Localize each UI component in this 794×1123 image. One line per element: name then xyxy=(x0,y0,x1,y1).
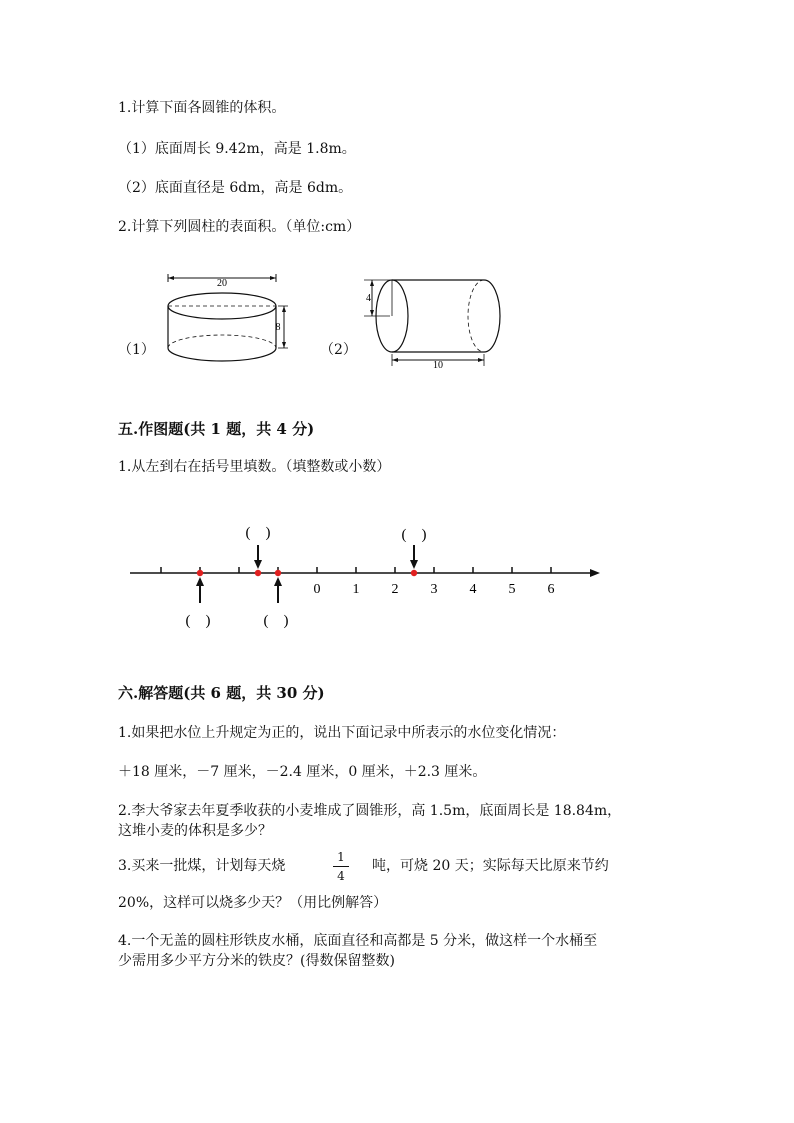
question-cone-2: （2）底面直径是 6dm，高是 6dm。 xyxy=(118,180,353,196)
tick-label-2: 2 xyxy=(391,582,399,597)
question-coal-line2: 20%，这样可以烧多少天？（用比例解答） xyxy=(118,895,388,911)
point-b xyxy=(255,570,261,576)
question-wheat-line2: 这堆小麦的体积是多少？ xyxy=(118,823,272,839)
blank-below-a: ( ) xyxy=(185,613,211,629)
arrow-up-c xyxy=(274,577,282,586)
question-bucket-line2: 少需用多少平方分米的铁皮？(得数保留整数) xyxy=(118,953,395,969)
question-coal-part2: 吨，可烧 20 天；实际每天比原来节约 xyxy=(372,858,609,874)
section-5-heading: 五.作图题(共 1 题，共 4 分) xyxy=(118,420,315,438)
figure-1-label: （1） xyxy=(118,342,155,358)
figure-1-height: 8 xyxy=(275,322,281,333)
question-bucket-line1: 4.一个无盖的圆柱形铁皮水桶，底面直径和高都是 5 分米，做这样一个水桶至 xyxy=(118,933,598,949)
figure-2-label: （2） xyxy=(320,342,357,358)
tick-label-0: 0 xyxy=(313,582,321,597)
cylinder-figure-2 xyxy=(360,270,510,370)
blank-above-b: ( ) xyxy=(245,525,271,541)
question-coal-part1: 3.买来一批煤，计划每天烧 xyxy=(118,858,286,874)
question-cylinder-area: 2.计算下列圆柱的表面积。（单位:cm） xyxy=(118,219,361,235)
fraction-denominator: 4 xyxy=(337,869,345,883)
arrow-down-b xyxy=(254,560,262,569)
cylinder-figure-1 xyxy=(160,270,300,370)
tick-label-3: 3 xyxy=(430,582,438,597)
point-c xyxy=(275,570,281,576)
blank-below-c: ( ) xyxy=(263,613,289,629)
point-d xyxy=(411,570,417,576)
blank-above-d: ( ) xyxy=(401,527,427,543)
question-cone-1: （1）底面周长 9.42m，高是 1.8m。 xyxy=(118,141,356,157)
arrow-down-d xyxy=(410,560,418,569)
figure-1-diameter: 20 xyxy=(217,278,227,289)
arrow-up-a xyxy=(196,577,204,586)
number-line-figure xyxy=(120,515,610,635)
tick-label-5: 5 xyxy=(508,582,516,597)
section-6-heading: 六.解答题(共 6 题，共 30 分) xyxy=(118,684,325,702)
fraction-one-quarter xyxy=(333,850,349,883)
question-number-line: 1.从左到右在括号里填数。（填整数或小数） xyxy=(118,459,391,475)
tick-label-1: 1 xyxy=(352,582,360,597)
question-wheat-line1: 2.李大爷家去年夏季收获的小麦堆成了圆锥形，高 1.5m，底面周长是 18.84m， xyxy=(118,803,622,819)
fraction-numerator: 1 xyxy=(337,850,345,864)
figure-2-diameter: 4 xyxy=(366,293,371,304)
tick-label-6: 6 xyxy=(547,582,555,597)
point-a xyxy=(197,570,203,576)
figure-2-length: 10 xyxy=(433,360,443,370)
water-level-values: ＋18 厘米，－7 厘米，－2.4 厘米，0 厘米，＋2.3 厘米。 xyxy=(118,764,487,780)
tick-label-4: 4 xyxy=(469,582,477,597)
question-cone-volume: 1.计算下面各圆锥的体积。 xyxy=(118,100,286,116)
question-water-level: 1.如果把水位上升规定为正的，说出下面记录中所表示的水位变化情况： xyxy=(118,725,566,741)
